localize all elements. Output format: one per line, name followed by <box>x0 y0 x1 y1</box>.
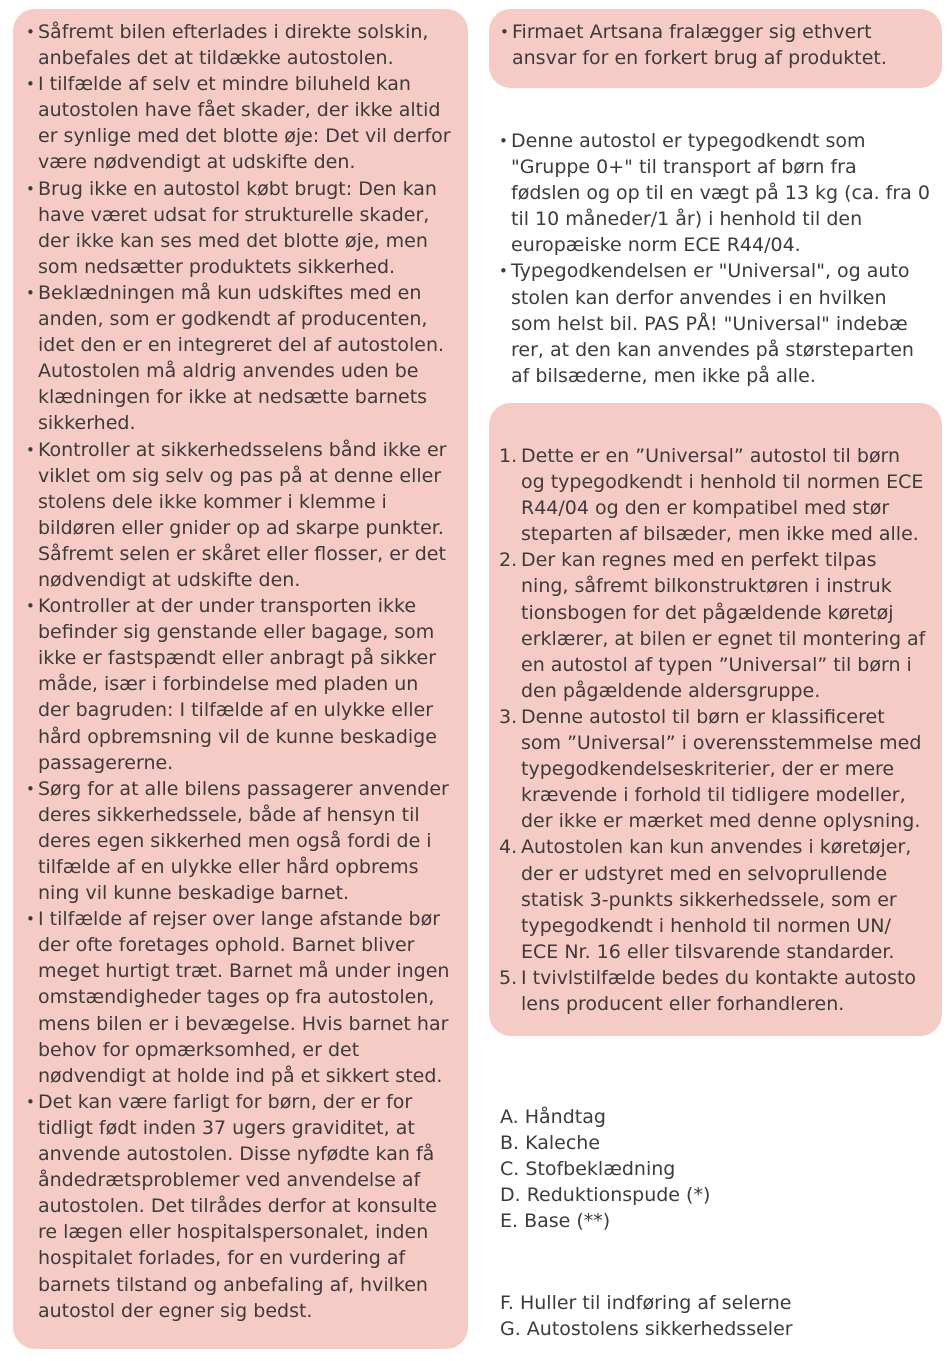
item-text: I tvivlstilfælde bedes du kontakte autosto lens producent eller forhandleren. <box>521 966 917 1015</box>
item-text: Denne autostol til børn er klassificeret som ”Universal” i overensstemmelse med typegodkendelseskriterier, der er mere krævende i forhold til tidligere modeller, der ikke er mærket med denne oplysning. <box>521 705 922 833</box>
warnings-box <box>13 9 468 1349</box>
list-item: • Såfremt bilen efterlades i direkte solskin, anbefales det at tildække autostolen. <box>27 19 454 71</box>
list-item: G. Autostolens sikkerhedsseler <box>500 1318 793 1341</box>
list-item: • Det kan være farligt for børn, der er for tidligt født inden 37 ugers graviditet, at anvende autostolen. Disse nyfødte kan få åndedrætsproblemer ved anvendelse af autostolen. Det tilrådes derfor at konsulte re lægen eller hospitalspersonalet, inden hospitalet forlades, for en vurdering af barnets tilstand og anbefaling af, hvilken autostol der egner sig bedst. <box>27 1089 454 1324</box>
item-number: 1. <box>499 445 518 467</box>
list-item: • Denne autostol er typegodkendt som "Gruppe 0+" til transport af børn fra fødslen og op til en vægt på 13 kg (ca. fra 0 til 10 måneder/1 år) i henhold til den europæiske norm ECE R44/04. <box>500 128 930 258</box>
item-number: 2. <box>499 549 518 572</box>
item-number: 4. <box>499 836 518 859</box>
list-item: • Beklædningen må kun udskiftes med en anden, som er godkendt af producenten, idet den er en integreret del af autostolen. Autostolen må aldrig anvendes uden be klædningen for ikke at nedsætte barnets sikkerhed. <box>27 280 454 437</box>
parts-list-f <box>500 1290 920 1342</box>
universal-notice-box <box>489 403 942 1036</box>
list-item: • Typegodkendelsen er "Universal", og auto stolen kan derfor anvendes i en hvilken som helst bil. PAS PÅ! "Universal" indebæ rer, at den kan anvendes på størsteparten af bilsæderne, men ikke på alle. <box>500 258 930 388</box>
list-item: • Kontroller at der under transporten ikke befinder sig genstande eller bagage, som ikke er fastspændt eller anbragt på sikker måde, især i forbindelse med pladen un der bagruden: I tilfælde af en ulykke eller hård opbremsning vil de kunne beskadige passagererne. <box>27 593 454 776</box>
list-item: E. Base (**) <box>500 1210 611 1233</box>
disclaimer-box <box>489 9 942 88</box>
list-item: • Brug ikke en autostol købt brugt: Den kan have været udsat for strukturelle skader, der ikke kan ses med det blotte øje, men som nedsætter produktets sikkerhed. <box>27 176 454 280</box>
universal-notice-list <box>499 443 928 1017</box>
list-item: B. Kaleche <box>500 1132 601 1155</box>
item-number: 3. <box>499 705 518 728</box>
list-item: F. Huller til indføring af selerne <box>500 1292 792 1314</box>
item-text: Der kan regnes med en perfekt tilpas ning, såfremt bilkonstruktøren i instruk tionsbogen for det pågældende køretøj erklærer, at bilen er egnet til montering af en autostol af typen ”Universal” til børn i den pågældende aldersgruppe. <box>521 549 926 702</box>
list-item <box>499 965 928 1017</box>
list-item <box>499 443 928 547</box>
item-text: Dette er en ”Universal” autostol til børn og typegodkendt i henhold til normen ECE R44/04 og den er kompatibel med stør steparten af bilsæder, men ikke med alle. <box>521 445 924 546</box>
list-item <box>499 704 928 834</box>
parts-list-a <box>500 1104 920 1234</box>
list-item: • Kontroller at sikkerhedsselens bånd ikke er viklet om sig selv og pas på at denne eller stolens dele ikke kommer i klemme i bildøren eller gnider op ad skarpe punkter. Såfremt selen er skåret eller flosser, er det nødvendigt at udskifte den. <box>27 437 454 594</box>
list-item: A. Håndtag <box>500 1106 606 1128</box>
approval-list <box>500 128 930 389</box>
list-item: D. Reduktionspude (*) <box>500 1184 711 1207</box>
list-item <box>499 547 928 704</box>
list-item: • Sørg for at alle bilens passagerer anvender deres sikkerhedssele, både af hensyn til deres egen sikkerhed men også fordi de i tilfælde af en ulykke eller hård opbrems ning vil kunne beskadige barnet. <box>27 776 454 906</box>
warnings-list <box>27 19 454 1324</box>
item-number: 5. <box>499 966 518 989</box>
list-item: • Firmaet Artsana fralægger sig ethvert ansvar for en forkert brug af produktet. <box>501 19 928 71</box>
list-item: • I tilfælde af rejser over lange afstande bør der ofte foretages ophold. Barnet bliver meget hurtigt træt. Barnet må under ingen omstændigheder tages op fra autostolen, mens bilen er i bevægelse. Hvis barnet har behov for opmærksomhed, er det nødvendigt at holde ind på et sikkert sted. <box>27 906 454 1089</box>
list-item: • I tilfælde af selv et mindre biluheld kan autostolen have fået skader, der ikke altid er synlige med det blotte øje: Det vil derfor være nødvendigt at udskifte den. <box>27 71 454 175</box>
disclaimer-list <box>501 19 928 71</box>
list-item <box>499 834 928 964</box>
item-text: Autostolen kan kun anvendes i køretøjer, der er udstyret med en selvoprullende statisk 3-punkts sikkerhedssele, som er typegodkendt i henhold til normen UN/ ECE Nr. 16 eller tilsvarende standarder. <box>521 836 912 963</box>
list-item: C. Stofbeklædning <box>500 1158 676 1181</box>
